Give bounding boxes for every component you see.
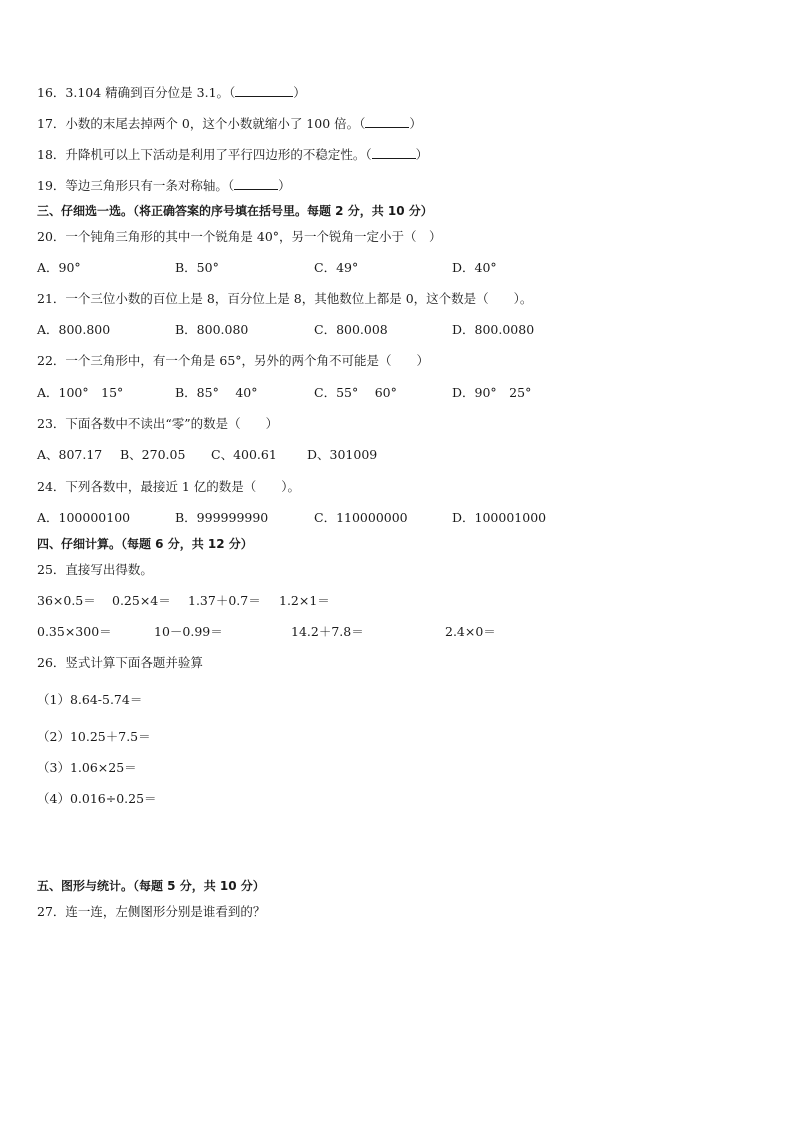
question-22-stem: 22．一个三角形中，有一个角是 65°，另外的两个角不可能是（ ）: [37, 353, 430, 368]
section-3-heading: 三、仔细选一选。（将正确答案的序号填在括号里。每题 2 分，共 10 分）: [37, 204, 433, 218]
question-22-option-c[interactable]: C．55° 60°: [314, 385, 397, 400]
calc-item: 0.35×300＝: [37, 624, 112, 639]
question-20-stem: 20．一个钝角三角形的其中一个锐角是 40°，另一个锐角一定小于（ ）: [37, 229, 442, 244]
question-24-stem: 24．下列各数中，最接近 1 亿的数是（ ）。: [37, 479, 301, 494]
calc-item: 1.37＋0.7＝: [188, 593, 261, 608]
question-20-option-d[interactable]: D．40°: [452, 260, 497, 275]
vertical-calc-item-2: （2）10.25＋7.5＝: [37, 729, 151, 744]
question-20-option-a[interactable]: A．90°: [37, 260, 81, 275]
question-23-option-d[interactable]: D、301009: [307, 447, 378, 462]
question-23-option-a[interactable]: A、807.17: [37, 447, 103, 462]
question-18: 18．升降机可以上下活动是利用了平行四边形的不稳定性。（ ）: [37, 147, 429, 162]
vertical-calc-item-3: （3）1.06×25＝: [37, 760, 137, 775]
question-19: 19．等边三角形只有一条对称轴。（ ）: [37, 178, 291, 193]
question-20-option-c[interactable]: C．49°: [314, 260, 359, 275]
question-22-option-a[interactable]: A．100° 15°: [37, 385, 124, 400]
section-4-heading: 四、仔细计算。（每题 6 分，共 12 分）: [37, 537, 253, 551]
section-5-heading: 五、图形与统计。（每题 5 分，共 10 分）: [37, 879, 265, 893]
question-24-option-c[interactable]: C．110000000: [314, 510, 408, 525]
question-22-option-b[interactable]: B．85° 40°: [175, 385, 258, 400]
answer-blank[interactable]: [235, 84, 293, 97]
question-18-text: 18．升降机可以上下活动是利用了平行四边形的不稳定性。（: [37, 147, 372, 162]
answer-blank[interactable]: [234, 177, 278, 190]
question-21-option-c[interactable]: C．800.008: [314, 322, 388, 337]
question-22-option-d[interactable]: D．90° 25°: [452, 385, 532, 400]
question-27-stem: 27．连一连，左侧图形分别是谁看到的？: [37, 904, 266, 919]
question-17: 17．小数的末尾去掉两个 0，这个小数就缩小了 100 倍。（ ）: [37, 116, 422, 131]
calc-item: 10－0.99＝: [154, 624, 223, 639]
question-21-option-d[interactable]: D．800.0080: [452, 322, 535, 337]
question-16: 16．3.104 精确到百分位是 3.1。（ ）: [37, 85, 306, 100]
question-24-option-d[interactable]: D．100001000: [452, 510, 547, 525]
question-21-option-b[interactable]: B．800.080: [175, 322, 249, 337]
answer-blank[interactable]: [365, 115, 409, 128]
question-24-option-b[interactable]: B．999999990: [175, 510, 269, 525]
vertical-calc-item-1: （1）8.64-5.74＝: [37, 692, 143, 707]
question-23-option-b[interactable]: B、270.05: [120, 447, 186, 462]
calc-item: 1.2×1＝: [279, 593, 330, 608]
calc-item: 14.2＋7.8＝: [291, 624, 364, 639]
calc-item: 0.25×4＝: [112, 593, 171, 608]
question-21-option-a[interactable]: A．800.800: [37, 322, 111, 337]
answer-blank[interactable]: [372, 146, 416, 159]
question-23-stem: 23．下面各数中不读出“零”的数是（ ）: [37, 416, 279, 431]
question-26-stem: 26．竖式计算下面各题并验算: [37, 655, 203, 670]
question-19-text: 19．等边三角形只有一条对称轴。（: [37, 178, 235, 193]
question-16-text: 16．3.104 精确到百分位是 3.1。（: [37, 85, 236, 100]
calc-item: 2.4×0＝: [445, 624, 496, 639]
question-17-text: 17．小数的末尾去掉两个 0，这个小数就缩小了 100 倍。（: [37, 116, 366, 131]
question-23-option-c[interactable]: C、400.61: [211, 447, 277, 462]
question-21-stem: 21．一个三位小数的百位上是 8，百分位上是 8，其他数位上都是 0，这个数是（ ）。: [37, 291, 533, 306]
question-25-stem: 25．直接写出得数。: [37, 562, 153, 577]
question-20-option-b[interactable]: B．50°: [175, 260, 219, 275]
calc-item: 36×0.5＝: [37, 593, 96, 608]
question-24-option-a[interactable]: A．100000100: [37, 510, 131, 525]
vertical-calc-item-4: （4）0.016÷0.25＝: [37, 791, 157, 806]
